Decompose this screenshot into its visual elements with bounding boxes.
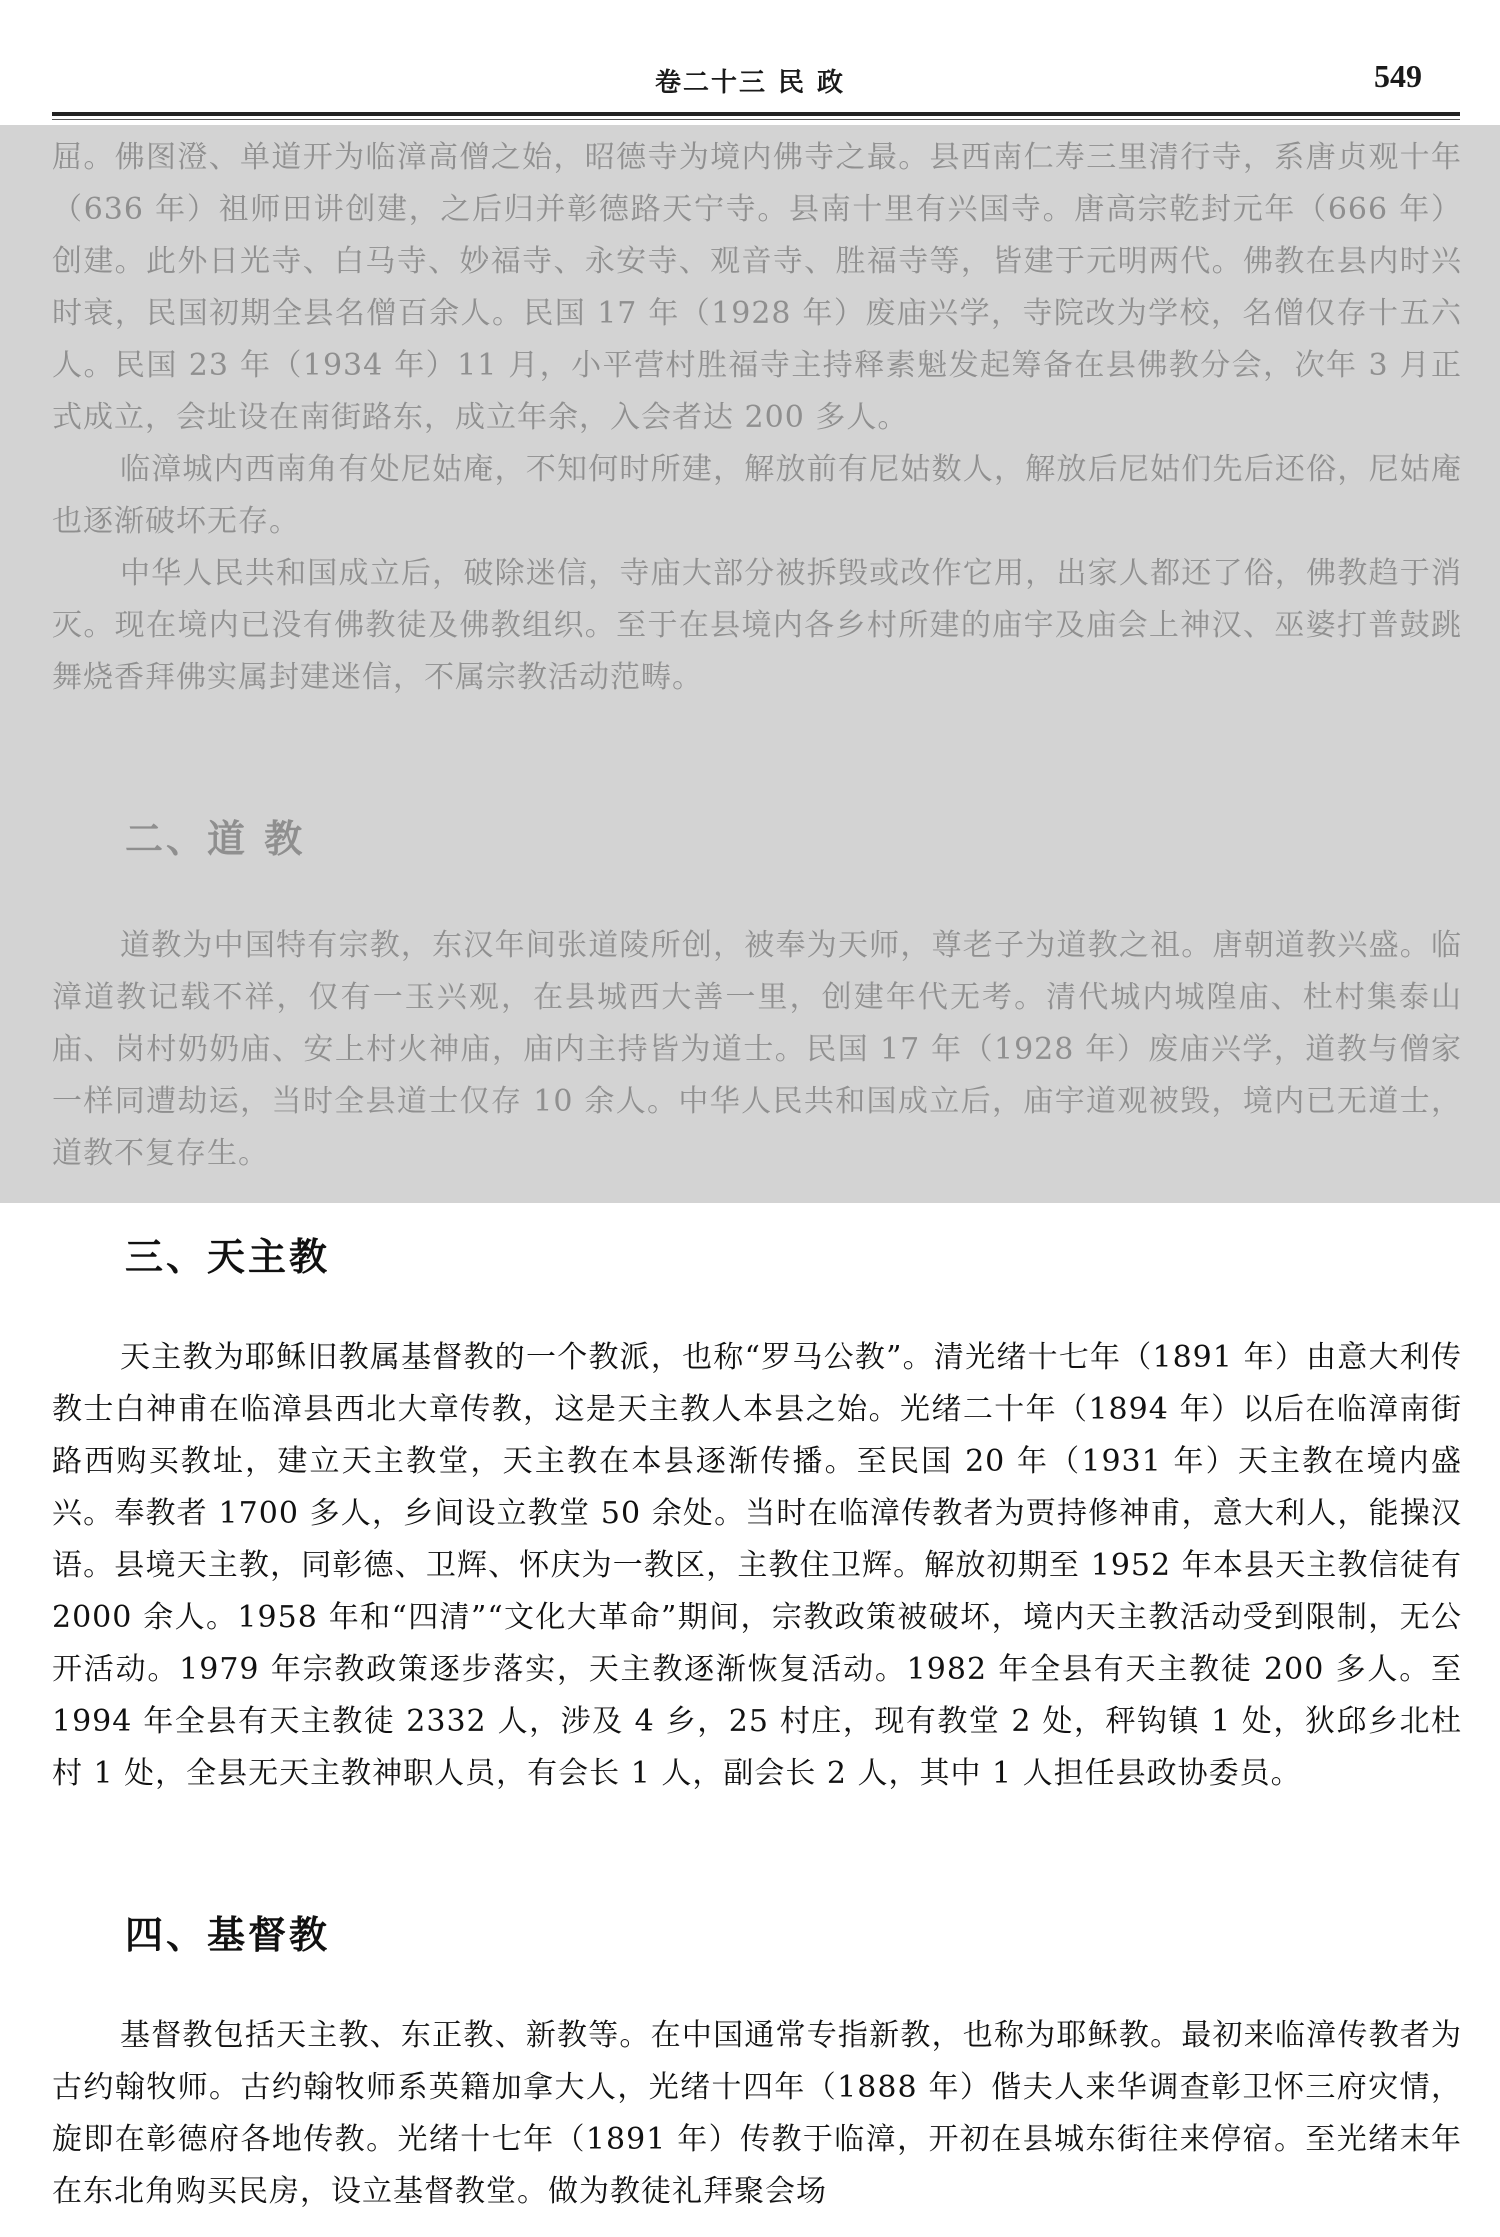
buddhism-paragraph-2: 临漳城内西南角有处尼姑庵，不知何时所建，解放前有尼姑数人，解放后尼姑们先后还俗，尼姑庵也逐渐破坏无存。: [52, 452, 1462, 539]
buddhism-paragraph-1: 屈。佛图澄、单道开为临漳高僧之始，昭德寺为境内佛寺之最。县西南仁寿三里清行寺，系唐贞观十年（636 年）祖师田讲创建，之后归并彰德路天宁寺。县南十里有兴国寺。唐高宗乾封元年（666 年）创建。此外日光寺、白马寺、妙福寺、永安寺、观音寺、胜福寺等，皆建于元明两代。佛教在县内时兴时衰，民国初期全县名僧百余人。民国 17 年（1928 年）废庙兴学，寺院改为学校，名僧仅存十五六人。民国 23 年（1934 年）11 月，小平营村胜福寺主持释素魁发起筹备在县佛教分会，次年 3 月正式成立，会址设在南街路东，成立年余，入会者达 200 多人。: [52, 140, 1462, 435]
catholicism-section: [52, 1332, 1462, 1800]
page-number: 549: [1374, 58, 1422, 94]
protestantism-section: [52, 2010, 1462, 2218]
protestantism-heading: 四、基督教: [125, 1913, 331, 1957]
buddhism-section: [52, 132, 1462, 704]
header-rule: [52, 112, 1460, 120]
catholicism-paragraph: 天主教为耶稣旧教属基督教的一个教派，也称“罗马公教”。清光绪十七年（1891 年）由意大利传教士白神甫在临漳县西北大章传教，这是天主教人本县之始。光绪二十年（1894 年）以后在临漳南街路西购买教址，建立天主教堂，天主教在本县逐渐传播。至民国 20 年（1931 年）天主教在境内盛兴。奉教者 1700 多人，乡间设立教堂 50 余处。当时在临漳传教者为贾持修神甫，意大利人，能操汉语。县境天主教，同彰德、卫辉、怀庆为一教区，主教住卫辉。解放初期至 1952 年本县天主教信徒有 2000 余人。1958 年和“四清”“文化大革命”期间，宗教政策被破坏，境内天主教活动受到限制，无公开活动。1979 年宗教政策逐步落实，天主教逐渐恢复活动。1982 年全县有天主教徒 200 多人。至 1994 年全县有天主教徒 2332 人，涉及 4 乡，25 村庄，现有教堂 2 处，秤钩镇 1 处，狄邱乡北杜村 1 处，全县无天主教神职人员，有会长 1 人，副会长 2 人，其中 1 人担任县政协委员。: [52, 1340, 1462, 1791]
running-head: 卷二十三 民 政: [654, 68, 846, 98]
taoism-paragraph: 道教为中国特有宗教，东汉年间张道陵所创，被奉为天师，尊老子为道教之祖。唐朝道教兴盛。临漳道教记载不祥，仅有一玉兴观，在县城西大善一里，创建年代无考。清代城内城隍庙、杜村集泰山庙、岗村奶奶庙、安上村火神庙，庙内主持皆为道士。民国 17 年（1928 年）废庙兴学，道教与僧家一样同遭劫运，当时全县道士仅存 10 余人。中华人民共和国成立后，庙宇道观被毁，境内已无道士，道教不复存生。: [52, 928, 1462, 1171]
catholicism-heading: 三、天主教: [125, 1235, 331, 1279]
protestantism-paragraph: 基督教包括天主教、东正教、新教等。在中国通常专指新教，也称为耶稣教。最初来临漳传教者为古约翰牧师。古约翰牧师系英籍加拿大人，光绪十四年（1888 年）偕夫人来华调查彰卫怀三府灾情，旋即在彰德府各地传教。光绪十七年（1891 年）传教于临漳，开初在县城东街往来停宿。至光绪末年在东北角购买民房，设立基督教堂。做为教徒礼拜聚会场: [52, 2018, 1462, 2209]
taoism-heading: 二、道 教: [125, 817, 306, 861]
taoism-section: [52, 920, 1462, 1180]
page-header: [0, 0, 1500, 125]
buddhism-paragraph-3: 中华人民共和国成立后，破除迷信，寺庙大部分被拆毁或改作它用，出家人都还了俗，佛教趋于消灭。现在境内已没有佛教徒及佛教组织。至于在县境内各乡村所建的庙宇及庙会上神汉、巫婆打普鼓跳舞烧香拜佛实属封建迷信，不属宗教活动范畴。: [52, 556, 1462, 695]
